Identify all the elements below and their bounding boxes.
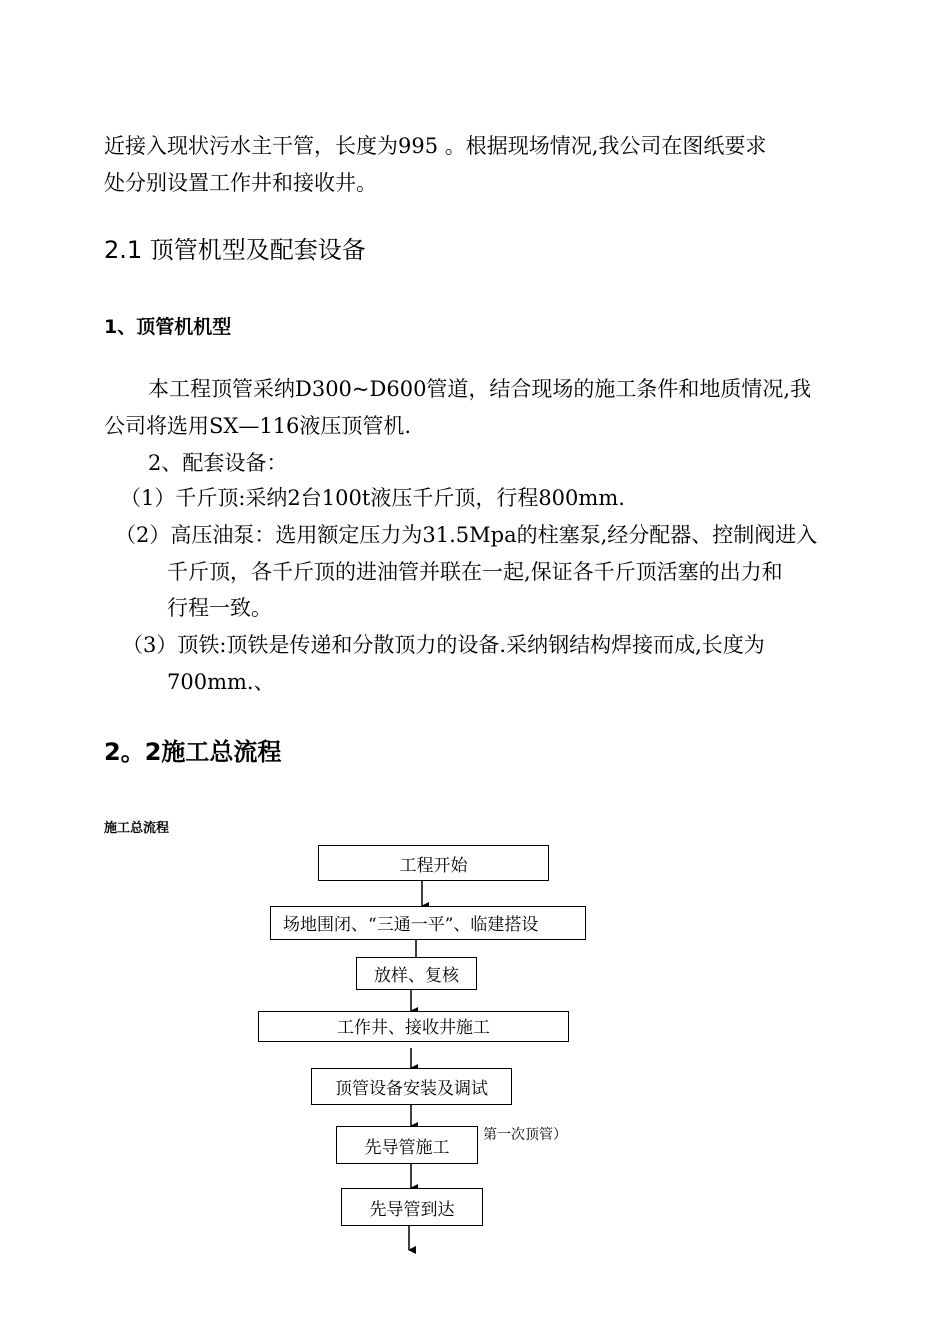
flow-step-pilot-arrival: 先导管到达 <box>341 1188 483 1226</box>
subsection-2-heading: 2、配套设备： <box>148 451 288 475</box>
flow-step-pilot-pipe: 先导管施工 <box>336 1126 478 1164</box>
machine-paragraph-line-2: 公司将选用SX—116液压顶管机. <box>104 414 412 438</box>
equipment-item-3-line-2: 700mm.、 <box>167 670 275 694</box>
equipment-item-2-line-3: 行程一致。 <box>167 596 272 620</box>
section-2-2-heading: 2。2施工总流程 <box>104 738 282 766</box>
equipment-item-3-line-1: （3）顶铁:顶铁是传递和分散顶力的设备.采纳钢结构焊接而成,长度为 <box>122 633 765 657</box>
intro-line-1: 近接入现状污水主干管，长度为995 。根据现场情况,我公司在图纸要求 <box>104 134 767 158</box>
flow-step-shaft-construction: 工作井、接收井施工 <box>258 1011 569 1042</box>
subsection-1-heading: 1、顶管机机型 <box>104 316 232 338</box>
section-2-1-heading: 2.1 顶管机型及配套设备 <box>104 236 366 264</box>
machine-paragraph-line-1: 本工程顶管采纳D300~D600管道，结合现场的施工条件和地质情况,我 <box>148 377 812 401</box>
equipment-item-1: （1）千斤顶:采纳2台100t液压千斤顶，行程800mm. <box>120 486 625 510</box>
equipment-item-2-line-1: （2）高压油泵：选用额定压力为31.5Mpa的柱塞泵,经分配器、控制阀进入 <box>115 523 818 547</box>
flow-side-note: 第一次顶管） <box>483 1127 567 1143</box>
flow-step-equipment-install: 顶管设备安装及调试 <box>311 1068 512 1105</box>
flow-step-site-prep: 场地围闭、“三通一平”、临建搭设 <box>270 906 586 940</box>
flow-step-project-start: 工程开始 <box>318 845 549 881</box>
flow-step-survey: 放样、复核 <box>356 957 477 990</box>
flowchart-caption: 施工总流程 <box>104 821 170 836</box>
equipment-item-2-line-2: 千斤顶，各千斤顶的进油管并联在一起,保证各千斤顶活塞的出力和 <box>167 560 783 584</box>
intro-line-2: 处分别设置工作井和接收井。 <box>104 171 377 195</box>
